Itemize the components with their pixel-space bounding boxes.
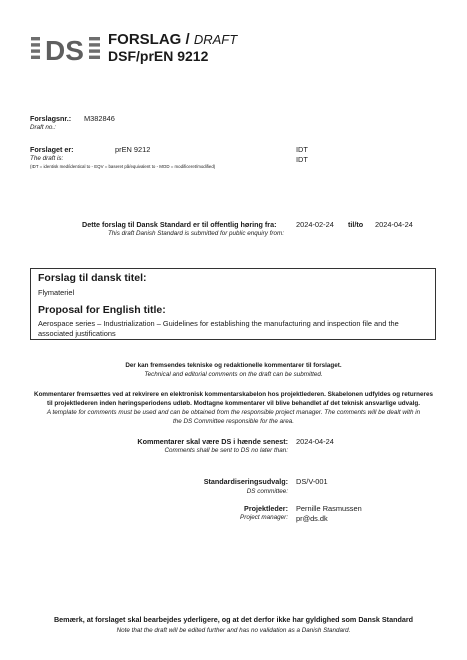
equivalence-value-2: IDT xyxy=(296,155,308,164)
project-manager-name: Pernille Rasmussen xyxy=(296,504,362,513)
project-manager-email[interactable]: pr@ds.dk xyxy=(296,514,328,523)
deadline-label: Kommentarer skal være DS i hænde senest: xyxy=(137,437,288,446)
project-manager-label-en: Project manager: xyxy=(240,514,288,521)
hearing-label: Dette forslag til Dansk Standard er til offentlig høring fra: xyxy=(82,220,277,229)
forslagsnr-label: Forslagsnr.: xyxy=(30,114,72,123)
document-id: DSF/prEN 9212 xyxy=(108,48,209,64)
draft-heading xyxy=(108,31,237,48)
forslaget-er-label-en: The draft is: xyxy=(30,155,64,162)
title-box xyxy=(30,268,436,340)
forslagsnr-value: M382846 xyxy=(84,114,115,123)
comments-line-en: Technical and editorial comments on the draft can be submitted. xyxy=(144,371,323,378)
deadline-label-en: Comments shall be sent to DS no later than: xyxy=(164,447,288,454)
logo-text: DS xyxy=(45,35,84,63)
equivalence-value-1: IDT xyxy=(296,145,308,154)
en-title: Aerospace series – Industrialization – Guidelines for establishing the manufacturing and inspection file and the associated justifications xyxy=(38,319,399,338)
deadline-value: 2024-04-24 xyxy=(296,437,334,446)
hearing-til-label: til/to xyxy=(348,220,364,229)
en-title-heading: Proposal for English title: xyxy=(38,304,166,316)
project-manager-label: Projektleder: xyxy=(244,504,288,513)
draft-label: DRAFT xyxy=(193,32,238,47)
comments-paragraph-dk-2: til projektlederen inden høringsperiodens udløb. Modtagne kommentarer vil blive behandlet af det teknisk ansvarlige udvalg. xyxy=(47,400,420,407)
comments-paragraph-dk-1: Kommentarer fremsættes ved at rekvirere en elektronisk kommentarskabelon hos projektlederen. Skabelonen udfyldes og returneres xyxy=(34,391,433,398)
footer-note-en: Note that the draft will be edited further and has no validation as a Danish Standard. xyxy=(116,627,351,634)
hearing-label-en: This draft Danish Standard is submitted for public enquiry from: xyxy=(107,230,284,237)
comments-paragraph-en-2: the DS Committee responsible for the area. xyxy=(172,418,295,425)
footer-note: Bemærk, at forslaget skal bearbejdes yderligere, og at det derfor ikke har gyldighed som Dansk Standard xyxy=(53,615,414,624)
comments-paragraph-en-1: A template for comments must be used and can be obtained from the responsible project manager. The comments will be dealt with in xyxy=(46,409,421,416)
forslag-label: FORSLAG / xyxy=(108,31,190,48)
ds-logo xyxy=(31,35,101,63)
hearing-to: 2024-04-24 xyxy=(375,220,413,229)
committee-value: DS/V-001 xyxy=(296,477,328,486)
forslaget-er-value: prEN 9212 xyxy=(115,145,151,154)
forslagsnr-label-en: Draft no.: xyxy=(30,124,56,131)
forslaget-er-label: Forslaget er: xyxy=(30,145,74,154)
dk-title-heading: Forslag til dansk titel: xyxy=(38,272,147,284)
equivalence-legend: (IDT = identisk med/identical to - EQV = baseret på/equivalent to - MOD = modificeret/modified) xyxy=(30,164,216,169)
committee-label-en: DS committee: xyxy=(246,488,288,495)
dk-title: Flymateriel xyxy=(38,288,75,297)
comments-line: Der kan fremsendes tekniske og redaktionelle kommentarer til forslaget. xyxy=(125,362,342,369)
hearing-from: 2024-02-24 xyxy=(296,220,334,229)
committee-label: Standardiseringsudvalg: xyxy=(203,477,288,486)
